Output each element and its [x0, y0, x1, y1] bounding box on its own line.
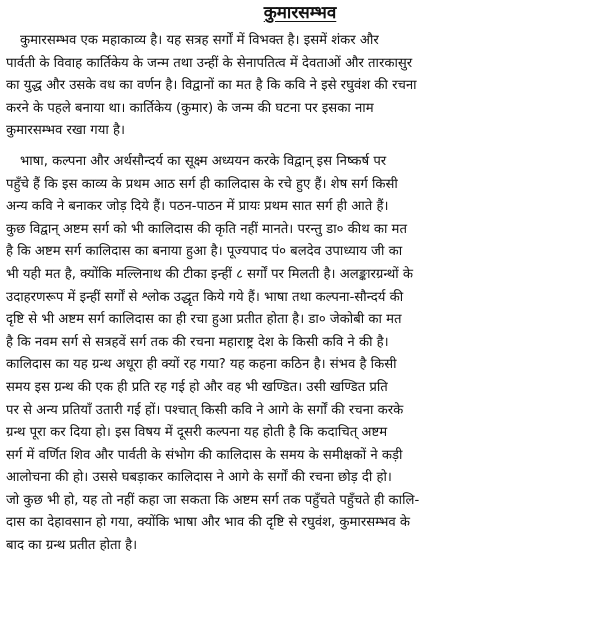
text-line: उदाहरणरूप में इन्हीं सर्गों से श्लोक उद्धृत किये गये हैं। भाषा तथा कल्पना-सौन्दर्य की [6, 289, 404, 305]
text-line: कुछ विद्वान् अष्टम सर्ग को भी कालिदास की कृति नहीं मानते। परन्तु डा० कीथ का मत [6, 221, 407, 237]
text-line: भाषा, कल्पना और अर्थसौन्दर्य का सूक्ष्म अध्ययन करके विद्वान् इस निष्कर्ष पर [20, 153, 387, 169]
text-line: करने के पहले बनाया था। कार्तिकेय (कुमार) के जन्म की घटना पर इसका नाम [6, 100, 374, 116]
text-line: का युद्ध और उसके वध का वर्णन है। विद्वानों का मत है कि कवि ने इसे रघुवंश की रचना [6, 78, 417, 94]
text-line: बाद का ग्रन्थ प्रतीत होता है। [6, 538, 138, 554]
page-title: कुमारसम्भव [263, 3, 337, 23]
text-line: कुमारसम्भव एक महाकाव्य है। यह सत्रह सर्गों में विभक्त है। इसमें शंकर और [20, 33, 379, 48]
text-line: पर से अन्य प्रतियाँ उतारी गई हों। पश्चात् किसी कवि ने आगे के सर्गों की रचना करके [6, 402, 404, 418]
text-line: जो कुछ भी हो, यह तो नहीं कहा जा सकता कि अष्टम सर्ग तक पहुँचते पहुँचते ही कालि- [6, 492, 420, 508]
text-line: आलोचना की हो। उससे घबड़ाकर कालिदास ने आगे के सर्गों की रचना छोड़ दी हो। [6, 470, 392, 486]
text-line: दास का देहावसान हो गया, क्योंकि भाषा और भाव की दृष्टि से रघुवंश, कुमारसम्भव के [6, 515, 411, 531]
text-line: दृष्टि से भी अष्टम सर्ग कालिदास का ही रचा हुआ प्रतीत होता है। डा० जेकोबी का मत [6, 312, 402, 328]
text-line: पहुँचे हैं कि इस काव्य के प्रथम आठ सर्ग ही कालिदास के रचे हुए हैं। शेष सर्ग किसी [6, 176, 398, 192]
text-line: है कि अष्टम सर्ग कालिदास का बनाया हुआ है। पूज्यपाद पं० बलदेव उपाध्याय जी का [6, 244, 403, 260]
text-line: कुमारसम्भव रखा गया है। [6, 123, 125, 139]
text-line: समय इस ग्रन्थ की एक ही प्रति रह गई हो और वह भी खण्डित। उसी खण्डित प्रति [6, 379, 388, 395]
text-line: अन्य कवि ने बनाकर जोड़ दिये हैं। पठन-पाठन में प्रायः प्रथम सात सर्ग ही आते हैं। [6, 199, 389, 215]
text-line: कालिदास का यह ग्रन्थ अधूरा ही क्यों रह गया? यह कहना कठिन है। संभव है किसी [6, 357, 397, 373]
text-line: पार्वती के विवाह कार्तिकेय के जन्म तथा उन्हीं के सेनापतित्व में देवताओं और तारकासुर [6, 55, 413, 71]
text-line: सर्ग में वर्णित शिव और पार्वती के संभोग की कालिदास के समय के समीक्षकों ने कड़ी [6, 447, 403, 463]
text-line: है कि नवम सर्ग से सत्रहवें सर्ग तक की रचना महाराष्ट्र देश के किसी कवि ने की है। [6, 334, 389, 350]
paragraph-1 [6, 30, 594, 143]
text-line: ग्रन्थ पूरा कर दिया हो। इस विषय में दूसरी कल्पना यह होती है कि कदाचित् अष्टम [6, 425, 388, 441]
text-line: भी यही मत है, क्योंकि मल्लिनाथ की टीका इन्हीं ८ सर्गों पर मिलती है। अलङ्कारग्रन्थों के [6, 266, 414, 282]
paragraph-2 [6, 151, 594, 558]
